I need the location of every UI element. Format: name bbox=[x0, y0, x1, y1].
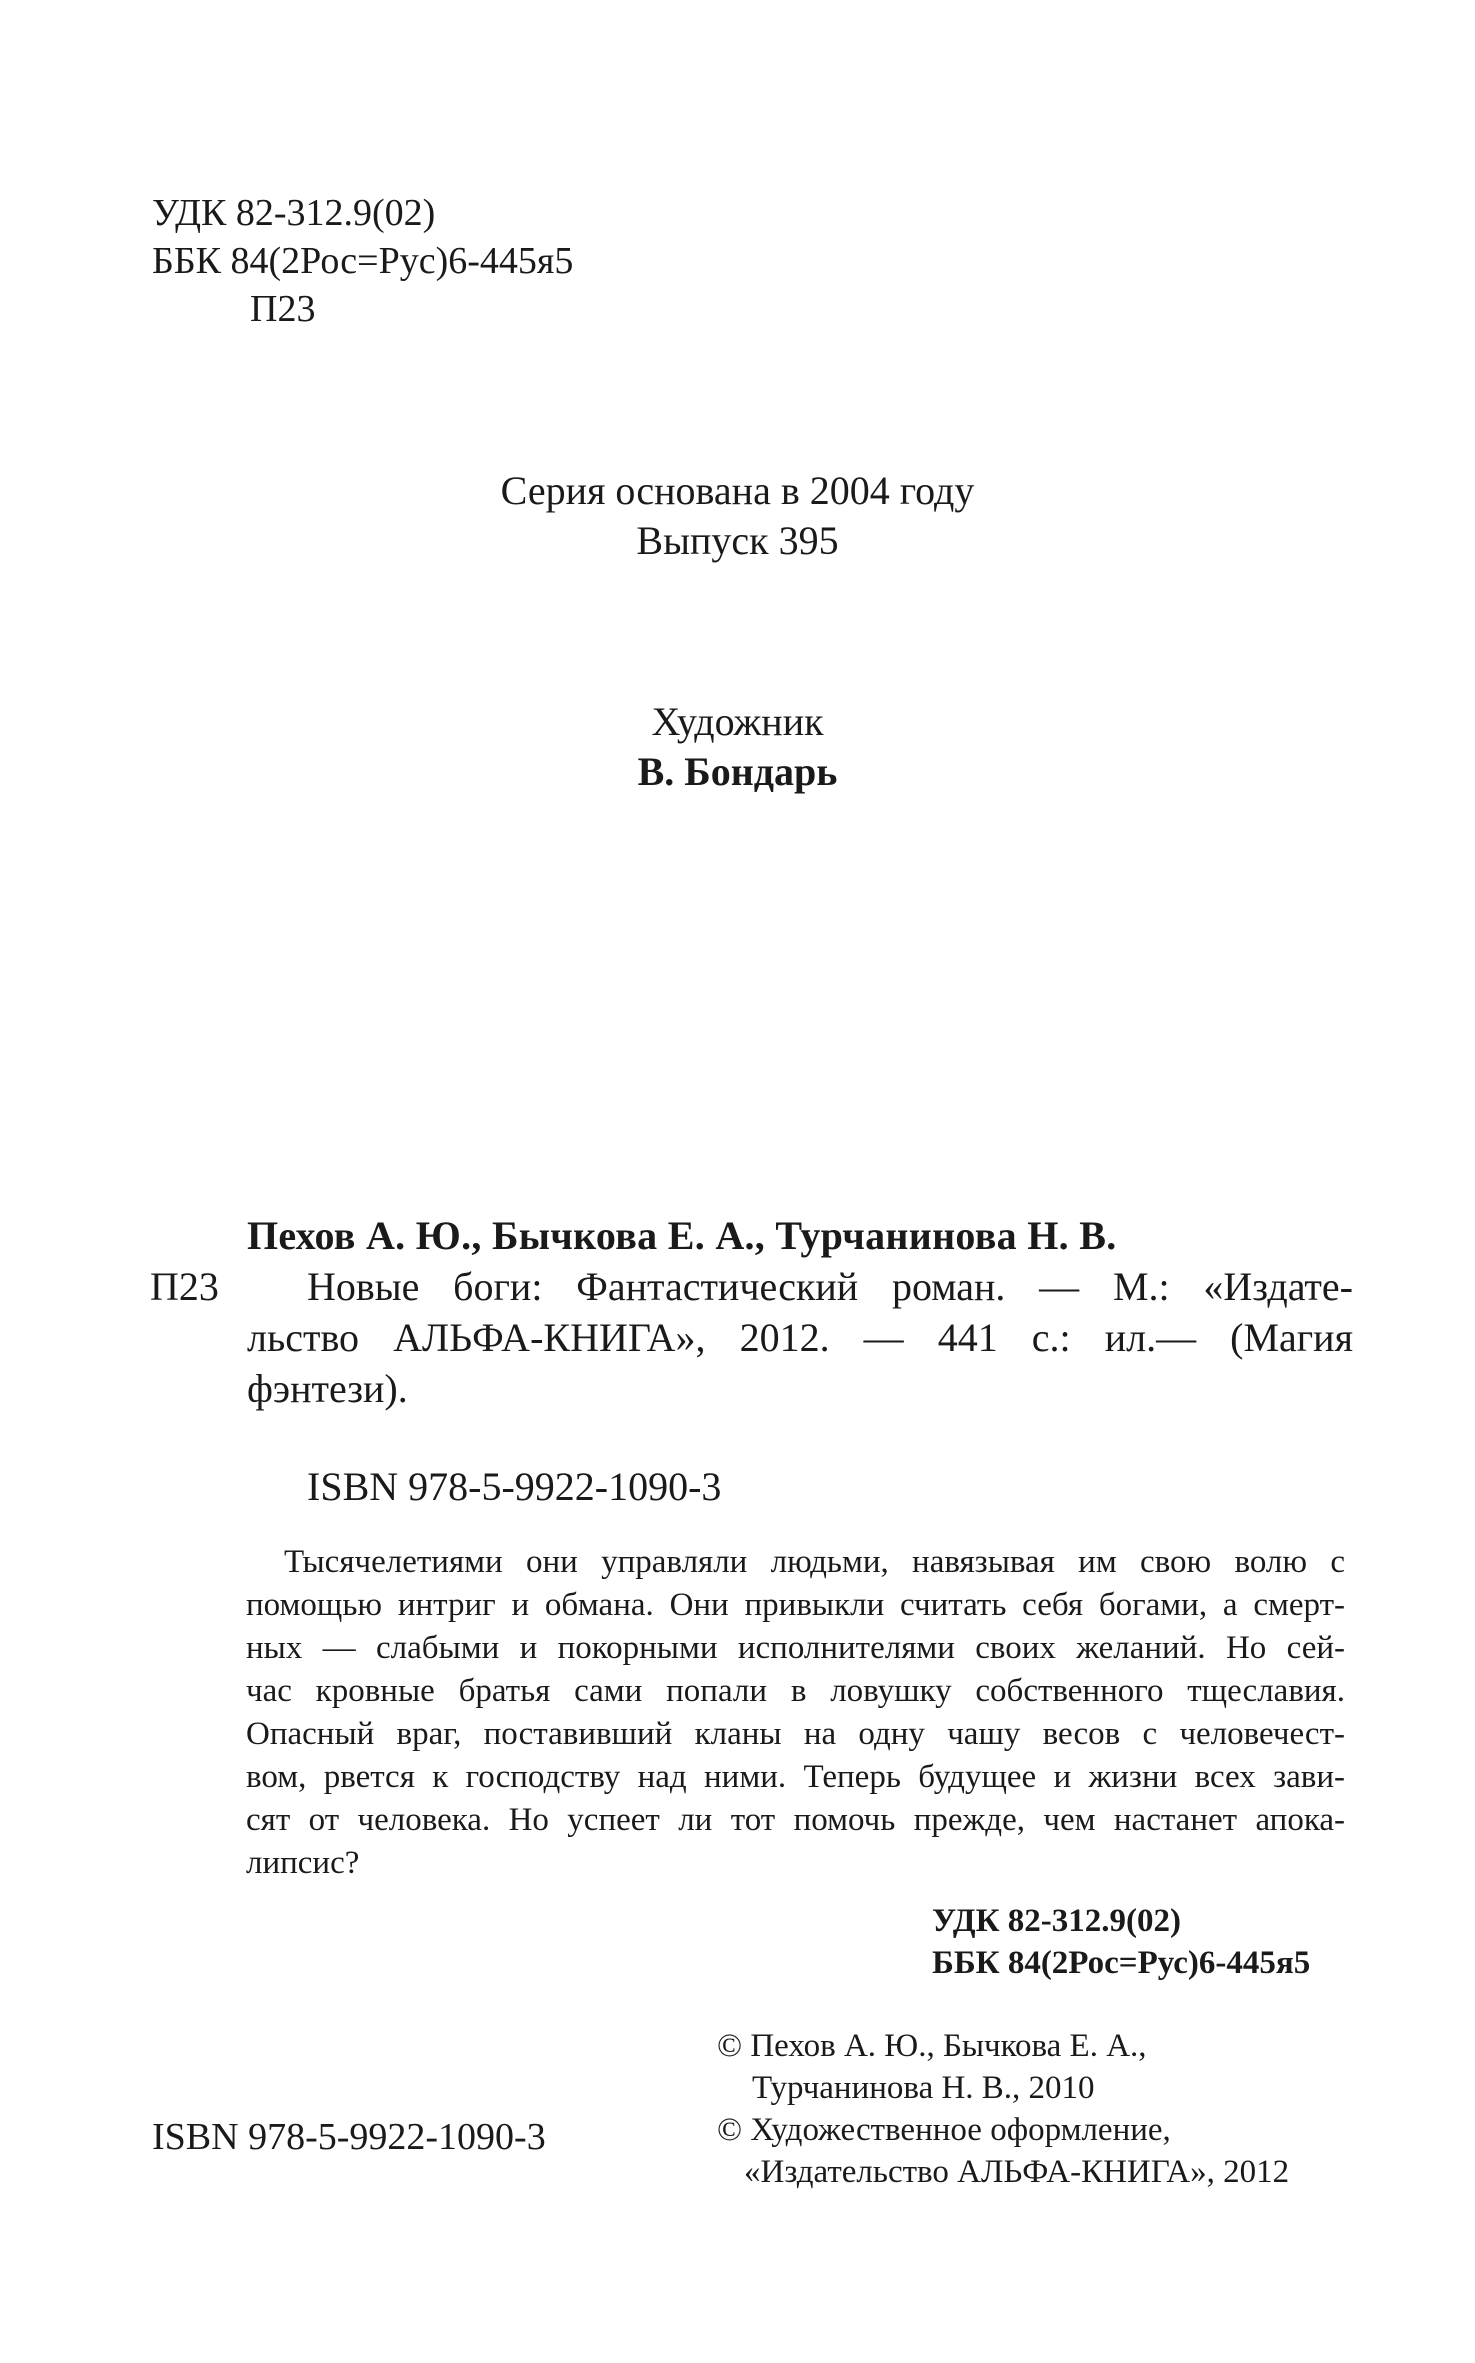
abstract-line: час кровные братья сами попали в ловушку собственного тщеславия. bbox=[246, 1673, 1345, 1709]
catalog-line-3: фэнтези). bbox=[247, 1366, 408, 1411]
catalog-authors: Пехов А. Ю., Бычкова Е. А., Турчанинова Н. В. bbox=[247, 1213, 1117, 1258]
artist-label: Художник bbox=[651, 699, 824, 744]
artist-block bbox=[0, 697, 1475, 797]
catalog-line-2 bbox=[247, 1313, 1353, 1363]
abstract-line: Тысячелетиями они управляли людьми, навязывая им свою волю с bbox=[284, 1544, 1345, 1580]
series-founded: Серия основана в 2004 году bbox=[500, 468, 975, 513]
copyright-line-2: Турчанинова Н. В., 2010 bbox=[752, 2070, 1095, 2106]
copyright-line-4: «Издательство АЛЬФА-КНИГА», 2012 bbox=[744, 2154, 1290, 2190]
copyright-line-1: © Пехов А. Ю., Бычкова Е. А., bbox=[717, 2028, 1147, 2064]
bottom-bbk-code: ББК 84(2Рос=Рус)6-445я5 bbox=[932, 1945, 1311, 1981]
abstract-line: ных — слабыми и покорными исполнителями своих желаний. Но сей- bbox=[246, 1630, 1345, 1666]
abstract-line: помощью интриг и обмана. Они привыкли считать себя богами, а смерт- bbox=[246, 1587, 1345, 1623]
abstract-line: сят от человека. Но успеет ли тот помочь прежде, чем настанет апока- bbox=[246, 1802, 1345, 1838]
artist-name: В. Бондарь bbox=[637, 749, 838, 794]
abstract bbox=[246, 1541, 1345, 1885]
abstract-line: вом, рвется к господству над ними. Теперь будущее и жизни всех зави- bbox=[246, 1759, 1345, 1795]
catalog-mark: П23 bbox=[150, 1264, 219, 1309]
author-mark: П23 bbox=[250, 288, 316, 330]
catalog-line-2-text: льство АЛЬФА-КНИГА», 2012. — 441 с.: ил.— (Магия bbox=[247, 1315, 1353, 1360]
catalog-line-1 bbox=[307, 1262, 1353, 1312]
abstract-line: Опасный враг, поставивший кланы на одну чашу весов с человечест- bbox=[246, 1716, 1345, 1752]
abstract-line: липсис? bbox=[246, 1845, 360, 1881]
udk-code: УДК 82-312.9(02) bbox=[152, 192, 436, 234]
catalog-line-1-text: Новые боги: Фантастический роман. — М.: «Издате- bbox=[307, 1264, 1353, 1309]
series-issue: Выпуск 395 bbox=[636, 518, 839, 563]
bottom-udk-code: УДК 82-312.9(02) bbox=[932, 1903, 1181, 1939]
series-block bbox=[0, 466, 1475, 566]
isbn-footer: ISBN 978-5-9922-1090-3 bbox=[152, 2116, 546, 2158]
catalog-isbn: ISBN 978-5-9922-1090-3 bbox=[307, 1464, 722, 1509]
bbk-code: ББК 84(2Рос=Рус)6-445я5 bbox=[152, 240, 574, 282]
copyright-line-3: © Художественное оформление, bbox=[717, 2112, 1171, 2148]
